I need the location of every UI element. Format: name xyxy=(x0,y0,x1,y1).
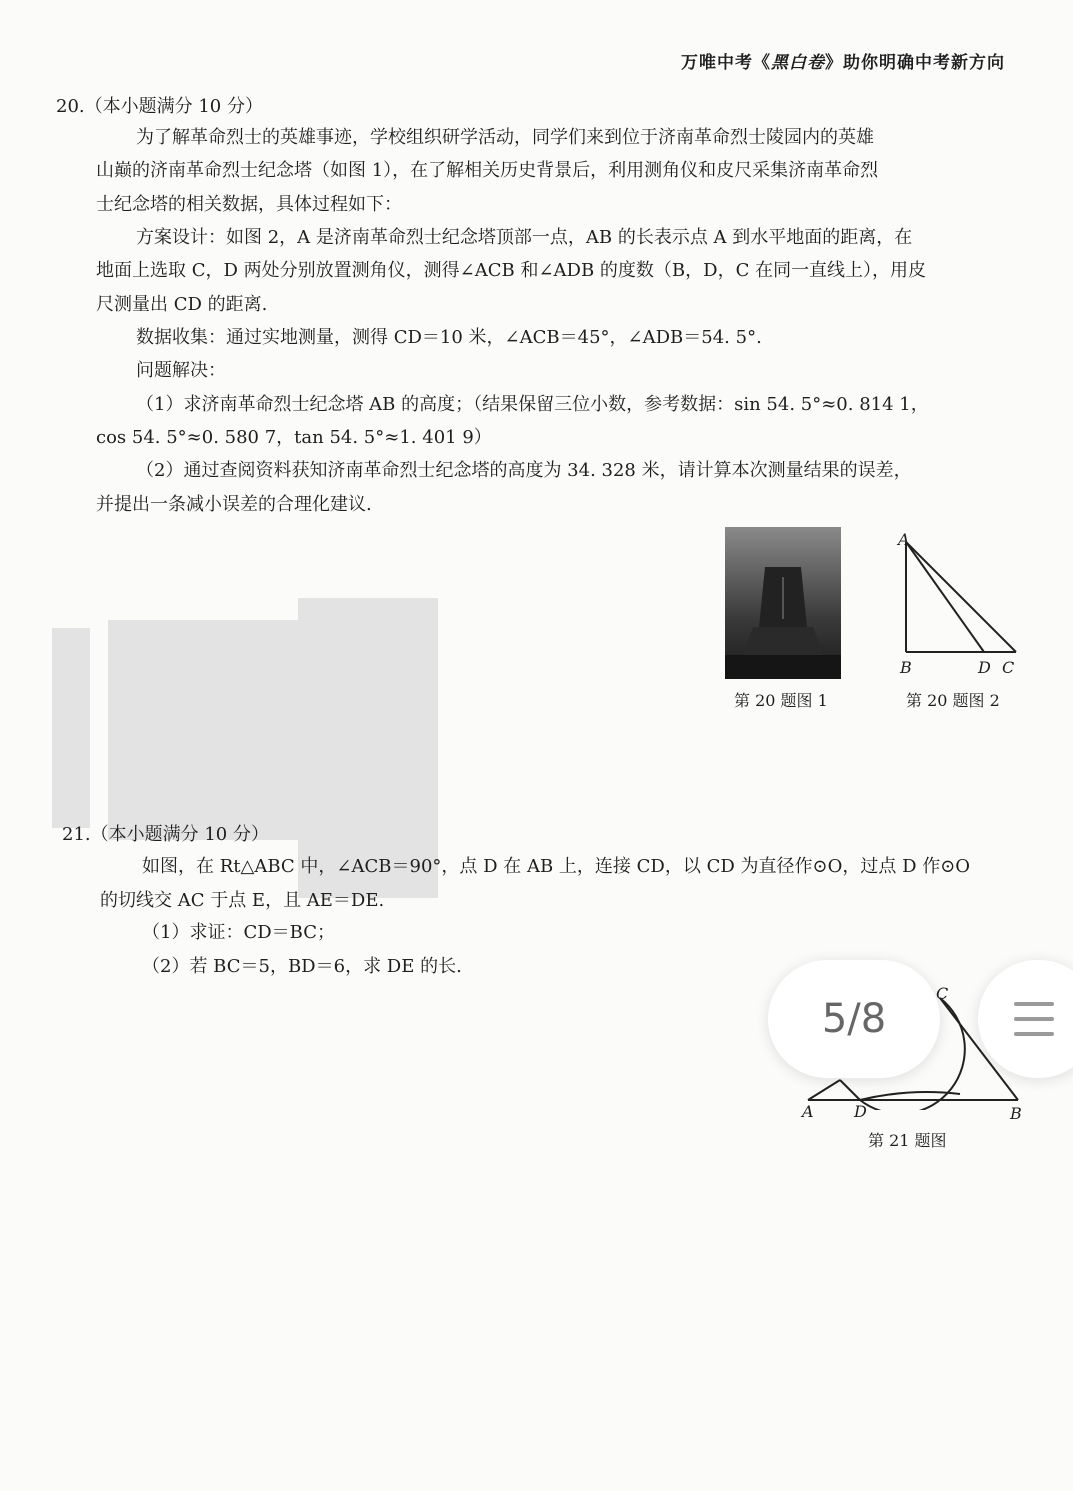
fig20-label-b: B xyxy=(900,658,912,677)
fig21-label-b: B xyxy=(1010,1104,1022,1123)
q21-line: 如图，在 Rt△ABC 中，∠ACB＝90°，点 D 在 AB 上，连接 CD，以 CD 为直径作⊙O，过点 D 作⊙O xyxy=(142,856,971,877)
watermark xyxy=(108,620,298,840)
fig21-caption: 第 21 题图 xyxy=(868,1131,947,1150)
fig20-label-a: A xyxy=(898,530,910,549)
q20-line: 士纪念塔的相关数据，具体过程如下： xyxy=(96,194,402,215)
q20-line: 方案设计：如图 2，A 是济南革命烈士纪念塔顶部一点，AB 的长表示点 A 到水平地面的距离，在 xyxy=(136,227,913,248)
q20-line: 尺测量出 CD 的距离. xyxy=(96,294,268,315)
q20-heading: 20.（本小题满分 10 分） xyxy=(56,96,263,117)
q20-line: （1）求济南革命烈士纪念塔 AB 的高度；（结果保留三位小数，参考数据：sin 54. 5°≈0. 814 1， xyxy=(136,394,929,415)
q21-line: 的切线交 AC 于点 E，且 AE＝DE. xyxy=(100,890,385,911)
q20-line: 地面上选取 C，D 两处分别放置测角仪，测得∠ACB 和∠ADB 的度数（B，D，C 在同一直线上），用皮 xyxy=(96,260,927,281)
fig20-label-c: C xyxy=(1002,658,1015,677)
q20-line: cos 54. 5°≈0. 580 7，tan 54. 5°≈1. 401 9） xyxy=(96,427,492,448)
q20-line: 山巅的济南革命烈士纪念塔（如图 1），在了解相关历史背景后，利用测角仪和皮尺采集济南革命烈 xyxy=(96,160,879,181)
fig21-label-d: D xyxy=(854,1102,867,1121)
monument-photo xyxy=(725,527,841,679)
fig20-label-d: D xyxy=(978,658,991,677)
page-header: 万唯中考《黑白卷》助你明确中考新方向 xyxy=(681,53,1005,73)
q21-line: （1）求证：CD＝BC； xyxy=(142,922,335,943)
q20-line: 为了解革命烈士的英雄事迹，学校组织研学活动，同学们来到位于济南革命烈士陵园内的英雄 xyxy=(136,127,874,148)
q21-heading: 21.（本小题满分 10 分） xyxy=(62,824,269,845)
q20-line: 数据收集：通过实地测量，测得 CD＝10 米，∠ACB＝45°，∠ADB＝54. 5°. xyxy=(136,327,762,348)
page-indicator[interactable] xyxy=(768,960,940,1078)
fig20-2-caption: 第 20 题图 2 xyxy=(906,691,1000,710)
q20-line: （2）通过查阅资料获知济南革命烈士纪念塔的高度为 34. 328 米，请计算本次测量结果的误差， xyxy=(136,460,912,481)
watermark xyxy=(52,628,90,828)
page-indicator-text: 5/8 xyxy=(821,996,887,1042)
fig21-label-a: A xyxy=(802,1102,814,1121)
q20-line: 问题解决： xyxy=(136,360,226,381)
q21-line: （2）若 BC＝5，BD＝6，求 DE 的长. xyxy=(142,956,462,977)
fig21-label-c: C xyxy=(936,984,949,1003)
fig20-1-caption: 第 20 题图 1 xyxy=(734,691,828,710)
q20-line: 并提出一条减小误差的合理化建议. xyxy=(96,494,372,515)
